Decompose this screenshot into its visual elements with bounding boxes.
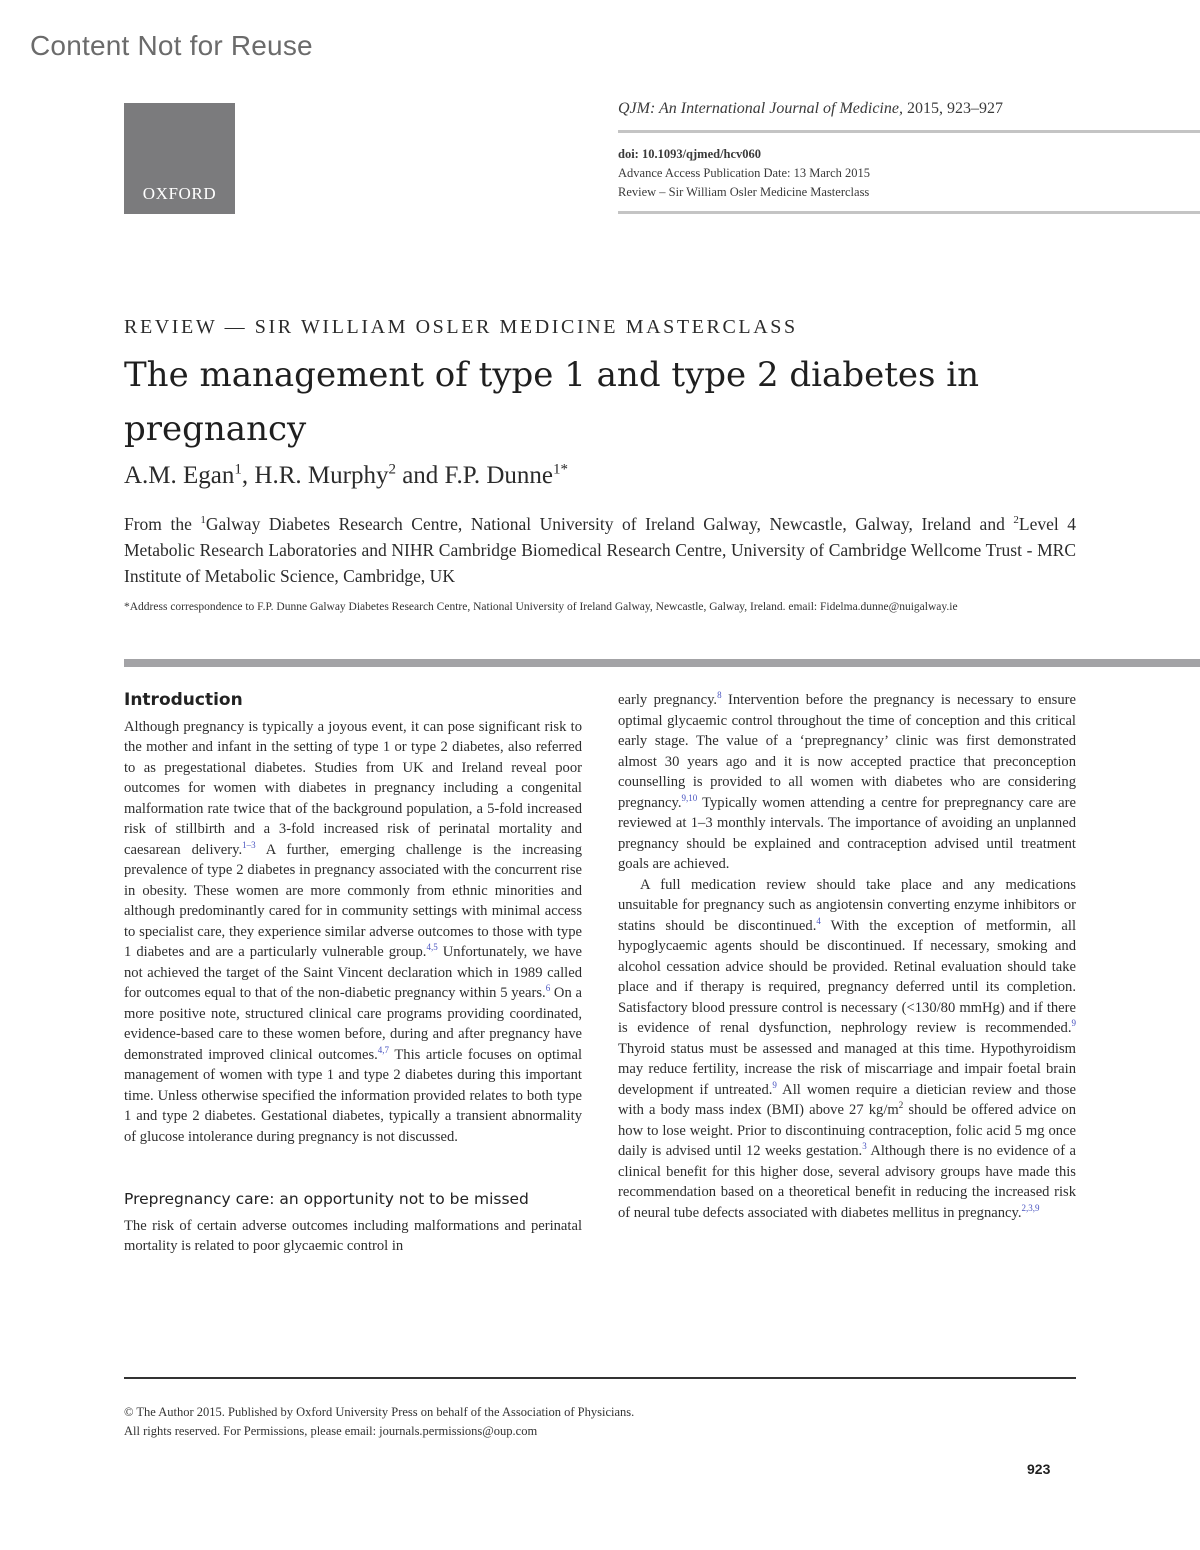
reference-link[interactable]: 8 (717, 690, 722, 701)
article-meta (618, 145, 870, 202)
author-name: A.M. Egan (124, 462, 235, 489)
reference-link[interactable]: 9 (772, 1079, 777, 1090)
oxford-logo (124, 103, 235, 214)
affil-text: Galway Diabetes Research Centre, National University of Ireland Galway, Newcastle, Galway, Ireland and (205, 514, 1014, 534)
header-rule-lower (618, 211, 1200, 214)
prepregnancy-heading: Prepregnancy care: an opportunity not to be missed (124, 1190, 529, 1208)
advance-access-date: Advance Access Publication Date: 13 March 2015 (618, 166, 871, 180)
intro-heading: Introduction (124, 690, 243, 710)
body-text: Thyroid status must be assessed and managed at this time. Hypothyroidism may reduce fertility, increase the risk of miscarriage and impair foetal brain development if untreated. (618, 1040, 1076, 1098)
body-text: A further, emerging challenge is the increasing prevalence of type 2 diabetes in pregnancy associated with the concurrent rise in obesity. These women are more commonly from ethnic minorities and although predominantly cared for in community settings with minimal access to specialist care, they experience similar adverse outcomes to those with type 1 diabetes and are a particularly vulnerable group. (124, 841, 582, 960)
logo-text: OXFORD (142, 184, 217, 203)
section-label: REVIEW — SIR WILLIAM OSLER MEDICINE MASTERCLASS (124, 316, 798, 338)
watermark-text: Content Not for Reuse (30, 30, 313, 61)
page-number: 923 (1027, 1461, 1051, 1477)
correspondence-note: *Address correspondence to F.P. Dunne Galway Diabetes Research Centre, National University of Ireland Galway, Newcastle, Galway, Ireland. email: Fidelma.dunne@nuigalway.ie (124, 601, 958, 613)
body-text: With the exception of metformin, all hypoglycaemic agents should be discontinued. If necessary, smoking and alcohol cessation advice should be provided. Retinal evaluation should take place and if therapy is required, pregnancy deferred until its completion. Satisfactory blood pressure control is necessary (<130/80 mmHg) and if there is evidence of renal dysfunction, nephrology review is recommended. (618, 917, 1076, 1036)
reference-link[interactable]: 4,7 (377, 1044, 390, 1055)
superscript-exponent: 2 (898, 1100, 904, 1111)
author-affil-marker: 1 (234, 461, 242, 478)
permissions-line: All rights reserved. For Permissions, please email: journals.permissions@oup.com (124, 1424, 538, 1438)
body-text: On a more positive note, structured clinical care programs providing coordinated, evidence-based care to these women before, during and after pregnancy have demonstrated improved clinical outcomes. (124, 985, 582, 1063)
body-text: Intervention before the pregnancy is necessary to ensure optimal glycaemic control throughout the time of conception and this critical early stage. The value of a ‘prepregnancy’ clinic was first demonstrated almost 30 years ago and it is now accepted practice that preconception counselling is provided to all women with diabetes who are considering pregnancy. (618, 692, 1076, 811)
author-name: , H.R. Murphy (241, 462, 389, 489)
copyright-notice (124, 1403, 634, 1441)
journal-citation (618, 100, 1003, 118)
affiliations (124, 511, 1076, 589)
left-column (124, 690, 582, 1257)
reference-link[interactable]: 9 (1071, 1018, 1076, 1029)
author-affil-marker: 2 (388, 461, 396, 478)
article-category: Review – Sir William Osler Medicine Masterclass (618, 185, 870, 199)
body-text: A full medication review should take place and any medications unsuitable for pregnancy such as angiotensin converting enzyme inhibitors or statins should be discontinued. (618, 876, 1076, 934)
article-title (124, 348, 1084, 456)
body-text: Although there is no evidence of a clinical benefit for this higher dose, several advisory groups have made this recommendation based on a theoretical benefit in reducing the increased risk of neural tube defects associated with diabetes mellitus in pregnancy. (618, 1143, 1076, 1221)
intro-paragraph (124, 717, 582, 1148)
right-column (618, 690, 1076, 1223)
body-text: Unfortunately, we have not achieved the target of the Saint Vincent declaration which in 1989 called for outcomes equal to that of the non-diabetic pregnancy within 5 years. (124, 944, 582, 1001)
reference-link[interactable]: 2,3,9 (1021, 1202, 1040, 1213)
body-text: Typically women attending a centre for prepregnancy care are reviewed at 1–3 monthly intervals. The importance of avoiding an unplanned pregnancy should be explained and contraception advised until treatment goals are achieved. (618, 794, 1076, 872)
reference-link[interactable]: 3 (862, 1141, 867, 1152)
body-text: Although pregnancy is typically a joyous event, it can pose significant risk to the mother and infant in the setting of type 1 or type 2 diabetes, also referred to as pregestational diabetes. Studies from UK and Ireland reveal poor outcomes for women with diabetes in pregnancy including a congenital malformation rate twice that of the background population, a 5-fold increased risk of stillbirth and a 3-fold increased risk of perinatal mortality and caesarean delivery. (124, 718, 582, 858)
reference-link[interactable]: 4,5 (426, 942, 438, 953)
affil-text: From the (124, 514, 201, 534)
affil-text: Level 4 Metabolic Research Laboratories and NIHR Cambridge Biomedical Research Centre, University of Cambridge Wellcome Trust - MRC Institute of Metabolic Science, Cambridge, UK (124, 514, 1077, 586)
body-text: This article focuses on optimal management of women with type 1 and type 2 diabetes during this important time. Unless otherwise specified the information provided relates to both type 1 and type 2 diabetes. Gestational diabetes, typically a transient abnormality of glucose intolerance during pregnancy is not discussed. (124, 1046, 582, 1145)
body-text: early pregnancy. (618, 692, 718, 708)
journal-name: QJM: An International Journal of Medicine, (618, 100, 903, 117)
affil-marker: 2 (1013, 514, 1019, 527)
author-name: and F.P. Dunne (395, 462, 553, 489)
section-divider (124, 659, 1200, 667)
body-text: All women require a dietician review and those with a body mass index (BMI) above 27 kg/m (618, 1081, 1076, 1118)
author-list (124, 462, 568, 490)
journal-pages: 2015, 923–927 (902, 100, 1003, 117)
author-affil-marker: 1* (552, 461, 568, 478)
prepregnancy-paragraph: The risk of certain adverse outcomes including malformations and perinatal mortality is related to poor glycaemic control in (124, 1217, 582, 1254)
body-text: should be offered advice on how to lose weight. Prior to discontinuing contraception, folic acid 5 mg once daily is advised until 12 weeks gestation. (618, 1102, 1077, 1159)
title-line-1: The management of type 1 and type 2 diabetes in (124, 355, 980, 395)
reference-link[interactable]: 6 (545, 983, 551, 994)
reference-link[interactable]: 9,10 (681, 792, 698, 803)
title-line-2: pregnancy (124, 409, 307, 449)
medication-review-paragraph (618, 875, 1076, 1224)
prepregnancy-paragraph-continued (618, 690, 1076, 875)
affil-marker: 1 (200, 514, 206, 527)
reference-link[interactable]: 1–3 (242, 839, 256, 850)
reference-link[interactable]: 4 (816, 915, 821, 926)
header-rule (618, 130, 1200, 133)
doi-link[interactable]: doi: 10.1093/qjmed/hcv060 (618, 147, 762, 161)
copyright-line: © The Author 2015. Published by Oxford University Press on behalf of the Association of Physicians. (124, 1405, 635, 1419)
footer-rule (124, 1377, 1076, 1379)
